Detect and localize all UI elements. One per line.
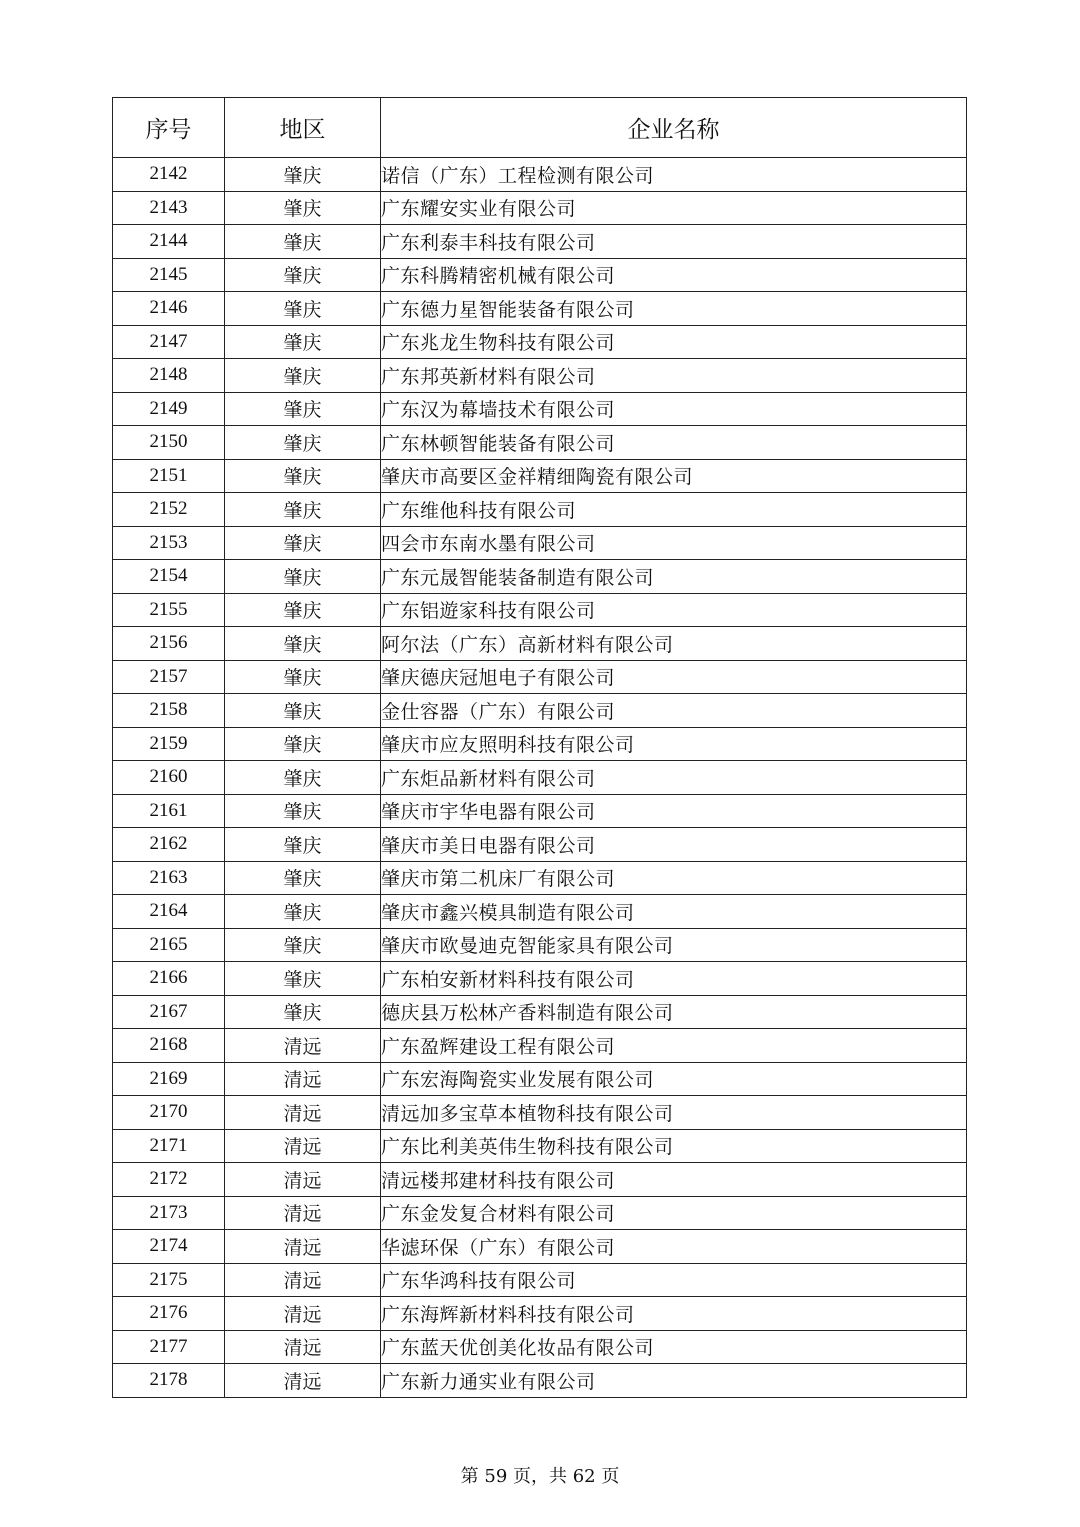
cell-name: 广东兆龙生物科技有限公司 <box>381 325 967 359</box>
cell-name: 广东元晟智能装备制造有限公司 <box>381 560 967 594</box>
cell-no: 2154 <box>113 560 225 594</box>
cell-name: 金仕容器（广东）有限公司 <box>381 694 967 728</box>
cell-name: 肇庆市欧曼迪克智能家具有限公司 <box>381 928 967 962</box>
cell-region: 肇庆 <box>225 459 381 493</box>
cell-region: 清远 <box>225 1129 381 1163</box>
cell-region: 肇庆 <box>225 560 381 594</box>
cell-region: 肇庆 <box>225 660 381 694</box>
cell-no: 2163 <box>113 861 225 895</box>
table-row <box>113 794 967 828</box>
cell-region: 肇庆 <box>225 493 381 527</box>
cell-name: 广东耀安实业有限公司 <box>381 191 967 225</box>
cell-name: 广东新力通实业有限公司 <box>381 1364 967 1398</box>
table-row <box>113 962 967 996</box>
cell-region: 肇庆 <box>225 392 381 426</box>
cell-no: 2151 <box>113 459 225 493</box>
cell-no: 2156 <box>113 627 225 661</box>
cell-name: 肇庆市鑫兴模具制造有限公司 <box>381 895 967 929</box>
cell-region: 肇庆 <box>225 593 381 627</box>
cell-region: 肇庆 <box>225 828 381 862</box>
cell-region: 清远 <box>225 1230 381 1264</box>
cell-name: 广东蓝天优创美化妆品有限公司 <box>381 1330 967 1364</box>
cell-no: 2170 <box>113 1096 225 1130</box>
cell-no: 2147 <box>113 325 225 359</box>
cell-name: 广东邦英新材料有限公司 <box>381 359 967 393</box>
cell-region: 清远 <box>225 1297 381 1331</box>
cell-region: 肇庆 <box>225 895 381 929</box>
table-row <box>113 560 967 594</box>
cell-region: 肇庆 <box>225 727 381 761</box>
cell-no: 2161 <box>113 794 225 828</box>
cell-name: 广东铝遊家科技有限公司 <box>381 593 967 627</box>
cell-region: 清远 <box>225 1096 381 1130</box>
table-row <box>113 359 967 393</box>
cell-no: 2160 <box>113 761 225 795</box>
cell-region: 肇庆 <box>225 794 381 828</box>
table-row <box>113 861 967 895</box>
enterprise-table <box>112 97 967 1398</box>
table-row <box>113 727 967 761</box>
cell-no: 2167 <box>113 995 225 1029</box>
header-region: 地区 <box>225 98 381 158</box>
cell-no: 2173 <box>113 1196 225 1230</box>
table-row <box>113 660 967 694</box>
cell-region: 肇庆 <box>225 191 381 225</box>
table-row <box>113 258 967 292</box>
cell-name: 华滤环保（广东）有限公司 <box>381 1230 967 1264</box>
cell-name: 广东海辉新材料科技有限公司 <box>381 1297 967 1331</box>
cell-no: 2157 <box>113 660 225 694</box>
cell-region: 肇庆 <box>225 526 381 560</box>
cell-no: 2174 <box>113 1230 225 1264</box>
cell-name: 广东柏安新材料科技有限公司 <box>381 962 967 996</box>
cell-region: 肇庆 <box>225 694 381 728</box>
cell-no: 2143 <box>113 191 225 225</box>
table-row <box>113 225 967 259</box>
cell-name: 德庆县万松林产香料制造有限公司 <box>381 995 967 1029</box>
cell-region: 肇庆 <box>225 292 381 326</box>
cell-name: 四会市东南水墨有限公司 <box>381 526 967 560</box>
cell-region: 肇庆 <box>225 359 381 393</box>
table-row <box>113 1096 967 1130</box>
cell-no: 2148 <box>113 359 225 393</box>
cell-name: 广东维他科技有限公司 <box>381 493 967 527</box>
table-row <box>113 1196 967 1230</box>
cell-no: 2162 <box>113 828 225 862</box>
table-row <box>113 1263 967 1297</box>
table-row <box>113 1029 967 1063</box>
cell-region: 清远 <box>225 1196 381 1230</box>
cell-name: 广东科腾精密机械有限公司 <box>381 258 967 292</box>
cell-name: 广东炬品新材料有限公司 <box>381 761 967 795</box>
cell-name: 广东比利美英伟生物科技有限公司 <box>381 1129 967 1163</box>
table-row <box>113 627 967 661</box>
cell-region: 肇庆 <box>225 325 381 359</box>
cell-name: 诺信（广东）工程检测有限公司 <box>381 158 967 192</box>
cell-no: 2142 <box>113 158 225 192</box>
table-row <box>113 426 967 460</box>
cell-no: 2155 <box>113 593 225 627</box>
cell-region: 清远 <box>225 1029 381 1063</box>
table-body <box>113 158 967 1398</box>
cell-name: 阿尔法（广东）高新材料有限公司 <box>381 627 967 661</box>
cell-no: 2175 <box>113 1263 225 1297</box>
table-row <box>113 694 967 728</box>
cell-no: 2165 <box>113 928 225 962</box>
page-number: 第 59 页，共 62 页 <box>460 1466 620 1487</box>
cell-name: 广东盈辉建设工程有限公司 <box>381 1029 967 1063</box>
cell-name: 肇庆市美日电器有限公司 <box>381 828 967 862</box>
cell-region: 清远 <box>225 1364 381 1398</box>
cell-name: 广东金发复合材料有限公司 <box>381 1196 967 1230</box>
table-row <box>113 158 967 192</box>
cell-no: 2178 <box>113 1364 225 1398</box>
cell-region: 肇庆 <box>225 426 381 460</box>
table-row <box>113 1330 967 1364</box>
cell-no: 2159 <box>113 727 225 761</box>
table-header-row <box>113 98 967 158</box>
cell-no: 2149 <box>113 392 225 426</box>
table-row <box>113 995 967 1029</box>
cell-no: 2171 <box>113 1129 225 1163</box>
table-row <box>113 1297 967 1331</box>
cell-region: 肇庆 <box>225 995 381 1029</box>
cell-name: 清远楼邦建材科技有限公司 <box>381 1163 967 1197</box>
cell-name: 广东利泰丰科技有限公司 <box>381 225 967 259</box>
table-row <box>113 526 967 560</box>
header-no: 序号 <box>113 98 225 158</box>
cell-no: 2144 <box>113 225 225 259</box>
cell-name: 广东林顿智能装备有限公司 <box>381 426 967 460</box>
cell-no: 2150 <box>113 426 225 460</box>
cell-name: 肇庆市应友照明科技有限公司 <box>381 727 967 761</box>
cell-region: 肇庆 <box>225 627 381 661</box>
table-row <box>113 761 967 795</box>
table-row <box>113 1230 967 1264</box>
cell-name: 广东汉为幕墙技术有限公司 <box>381 392 967 426</box>
cell-region: 清远 <box>225 1263 381 1297</box>
table-row <box>113 895 967 929</box>
cell-no: 2176 <box>113 1297 225 1331</box>
cell-name: 肇庆市宇华电器有限公司 <box>381 794 967 828</box>
cell-no: 2145 <box>113 258 225 292</box>
table-row <box>113 325 967 359</box>
cell-region: 肇庆 <box>225 158 381 192</box>
table-row <box>113 292 967 326</box>
cell-region: 清远 <box>225 1330 381 1364</box>
cell-name: 肇庆德庆冠旭电子有限公司 <box>381 660 967 694</box>
cell-name: 广东华鸿科技有限公司 <box>381 1263 967 1297</box>
table-row <box>113 191 967 225</box>
table-row <box>113 593 967 627</box>
table-row <box>113 828 967 862</box>
cell-no: 2164 <box>113 895 225 929</box>
cell-region: 肇庆 <box>225 225 381 259</box>
table-row <box>113 392 967 426</box>
cell-no: 2146 <box>113 292 225 326</box>
cell-name: 清远加多宝草本植物科技有限公司 <box>381 1096 967 1130</box>
cell-region: 肇庆 <box>225 861 381 895</box>
cell-name: 肇庆市高要区金祥精细陶瓷有限公司 <box>381 459 967 493</box>
cell-name: 肇庆市第二机床厂有限公司 <box>381 861 967 895</box>
cell-no: 2169 <box>113 1062 225 1096</box>
cell-no: 2152 <box>113 493 225 527</box>
table-row <box>113 1062 967 1096</box>
cell-region: 肇庆 <box>225 928 381 962</box>
cell-name: 广东宏海陶瓷实业发展有限公司 <box>381 1062 967 1096</box>
table-row <box>113 1364 967 1398</box>
table-row <box>113 493 967 527</box>
cell-no: 2153 <box>113 526 225 560</box>
table-row <box>113 459 967 493</box>
cell-no: 2172 <box>113 1163 225 1197</box>
cell-no: 2177 <box>113 1330 225 1364</box>
header-name: 企业名称 <box>381 98 967 158</box>
cell-region: 清远 <box>225 1062 381 1096</box>
cell-region: 肇庆 <box>225 962 381 996</box>
table-row <box>113 928 967 962</box>
table-row <box>113 1163 967 1197</box>
cell-no: 2158 <box>113 694 225 728</box>
cell-no: 2166 <box>113 962 225 996</box>
table-row <box>113 1129 967 1163</box>
cell-no: 2168 <box>113 1029 225 1063</box>
cell-region: 肇庆 <box>225 258 381 292</box>
cell-name: 广东德力星智能装备有限公司 <box>381 292 967 326</box>
cell-region: 清远 <box>225 1163 381 1197</box>
cell-region: 肇庆 <box>225 761 381 795</box>
